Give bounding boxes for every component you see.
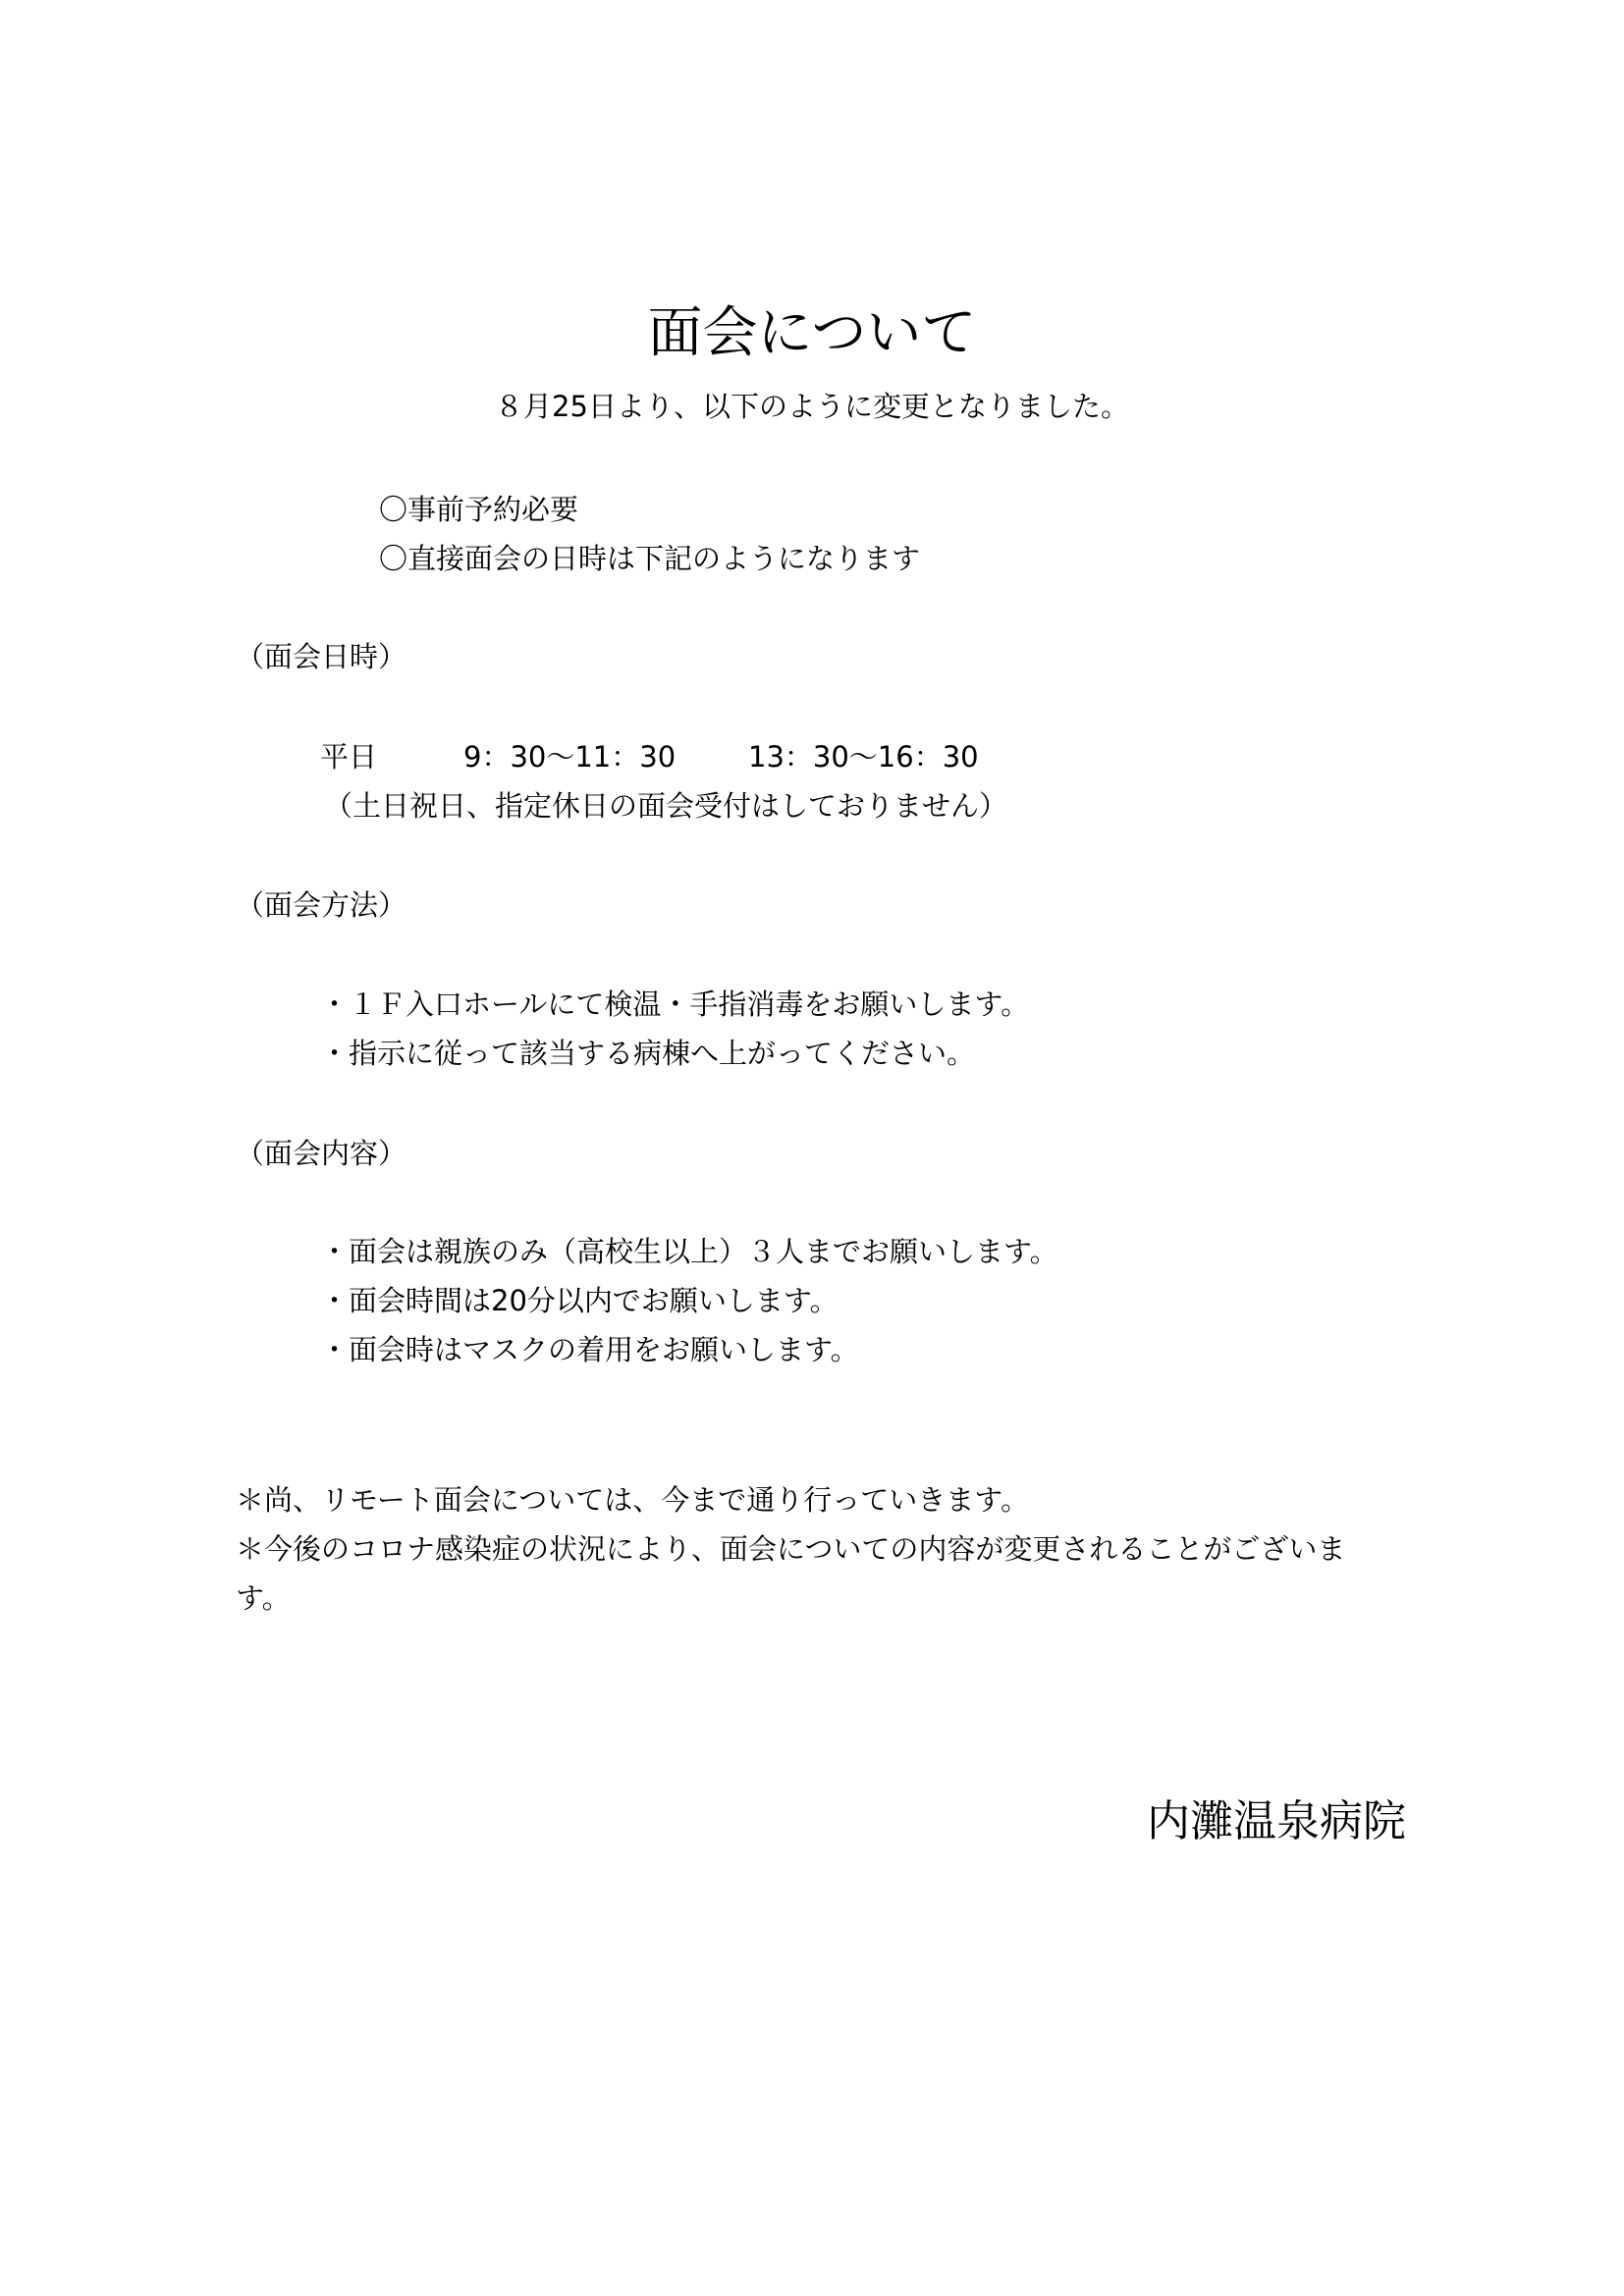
- schedule-heading: （面会日時）: [236, 640, 407, 673]
- schedule-day-label: 平日: [320, 740, 378, 774]
- content-item-1: ・面会は親族のみ（高校生以上）３人までお願いします。: [320, 1235, 1058, 1268]
- method-heading: （面会方法）: [236, 888, 407, 922]
- footnote-remote-visits: ＊尚、リモート面会については、今まで通り行っていきます。: [236, 1483, 1029, 1517]
- page-title: 面会について: [647, 301, 977, 365]
- method-item-1: ・１Ｆ入口ホールにて検温・手指消毒をお願いします。: [320, 988, 1030, 1021]
- notice-direct-visit-schedule: 〇直接面会の日時は下記のようになります: [379, 542, 921, 575]
- footnote-covid-changes-continued: す。: [236, 1581, 291, 1615]
- schedule-closed-note: （土日祝日、指定休日の面会受付はしておりません）: [324, 789, 1008, 823]
- notice-reservation-required: 〇事前予約必要: [379, 493, 579, 526]
- change-announcement: ８月25日より、以下のように変更となりました。: [495, 390, 1129, 423]
- content-item-2: ・面会時間は20分以内でお願いします。: [320, 1284, 839, 1317]
- content-heading: （面会内容）: [236, 1137, 407, 1170]
- hospital-name: 内灘温泉病院: [1147, 1796, 1406, 1846]
- method-item-2: ・指示に従って該当する病棟へ上がってください。: [320, 1037, 976, 1070]
- content-item-3: ・面会時はマスクの着用をお願いします。: [320, 1333, 859, 1366]
- schedule-morning-hours: 9：30～11：30: [463, 740, 677, 774]
- schedule-afternoon-hours: 13：30～16：30: [748, 740, 979, 774]
- footnote-covid-changes: ＊今後のコロナ感染症の状況により、面会についての内容が変更されることがございま: [236, 1532, 1346, 1566]
